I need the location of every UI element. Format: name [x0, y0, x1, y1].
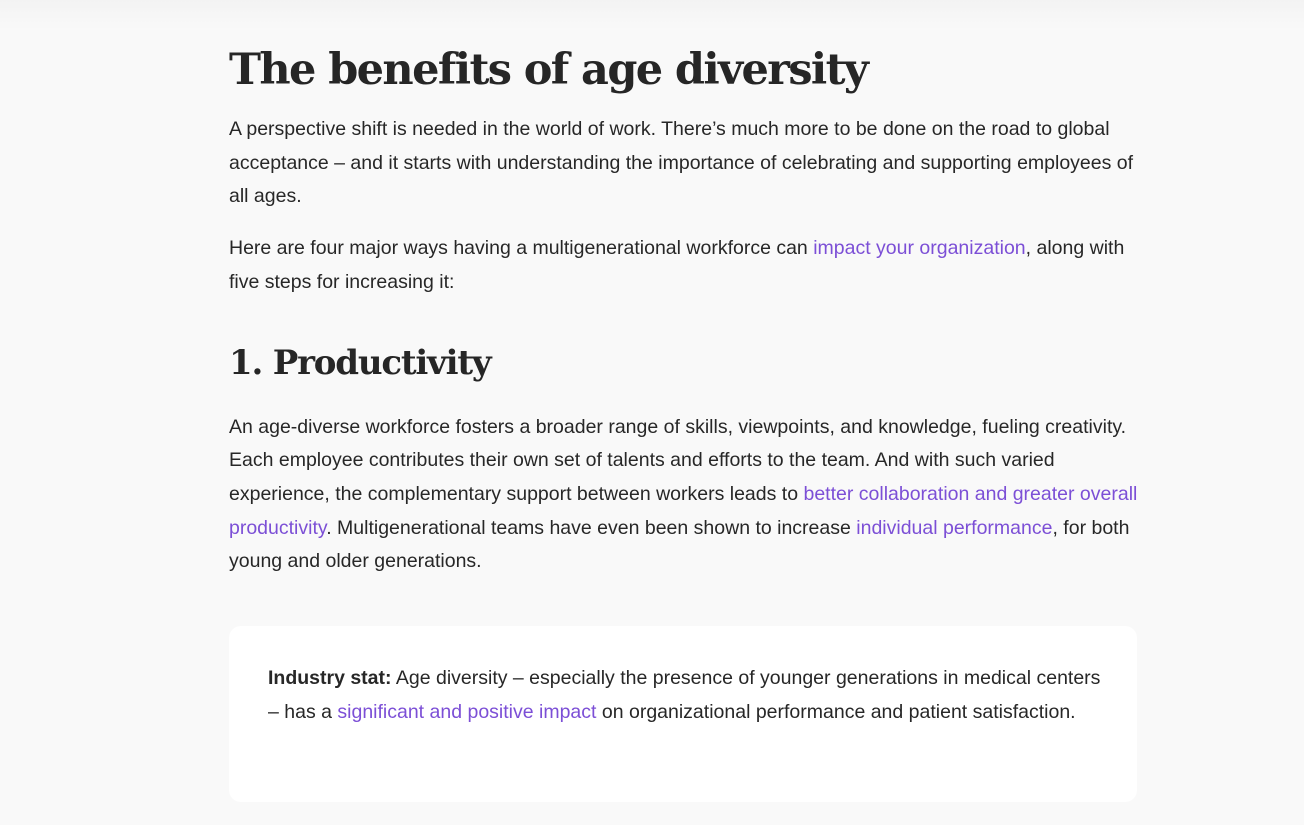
page-title: The benefits of age diversity — [229, 45, 868, 95]
individual-performance-link[interactable]: individual performance — [856, 516, 1053, 539]
significant-impact-link[interactable]: significant and positive impact — [337, 700, 597, 723]
article — [229, 0, 1141, 802]
productivity-paragraph — [229, 411, 1141, 580]
productivity-text-2: . Multigenerational teams have even been shown to increase — [326, 516, 857, 539]
intro-2-text-before: Here are four major ways having a multigenerational workforce can — [229, 237, 814, 260]
impact-organization-link[interactable]: impact your organization — [813, 237, 1026, 260]
productivity-text-1: An age-diverse workforce fosters a broader range of skills, viewpoints, and knowledge, fueling creativity. Each employee contributes their own set of talents and efforts to the team. And with such varied experience, the complementary support between workers leads to — [229, 415, 1127, 505]
intro-paragraph-2 — [229, 232, 1141, 299]
collaboration-productivity-link[interactable]: better collaboration and greater overall productivity — [229, 482, 1138, 539]
industry-stat-paragraph — [268, 662, 1108, 729]
intro-2-text-after: , along with five steps for increasing it: — [229, 237, 1125, 293]
intro-paragraph: A perspective shift is needed in the world of work. There’s much more to be done on the road to global acceptance – and it starts with understanding the importance of celebrating and supporting employees of all ages. — [229, 118, 1134, 208]
industry-stat-text-2: on organizational performance and patient satisfaction. — [596, 700, 1076, 723]
industry-stat-card — [229, 626, 1137, 802]
industry-stat-label: Industry stat: — [268, 667, 392, 690]
industry-stat-text-1: Age diversity – especially the presence of younger generations in medical centers – has a — [268, 667, 1101, 723]
productivity-text-3: , for both young and older generations. — [229, 516, 1130, 573]
section-heading-productivity: 1. Productivity — [229, 342, 491, 383]
